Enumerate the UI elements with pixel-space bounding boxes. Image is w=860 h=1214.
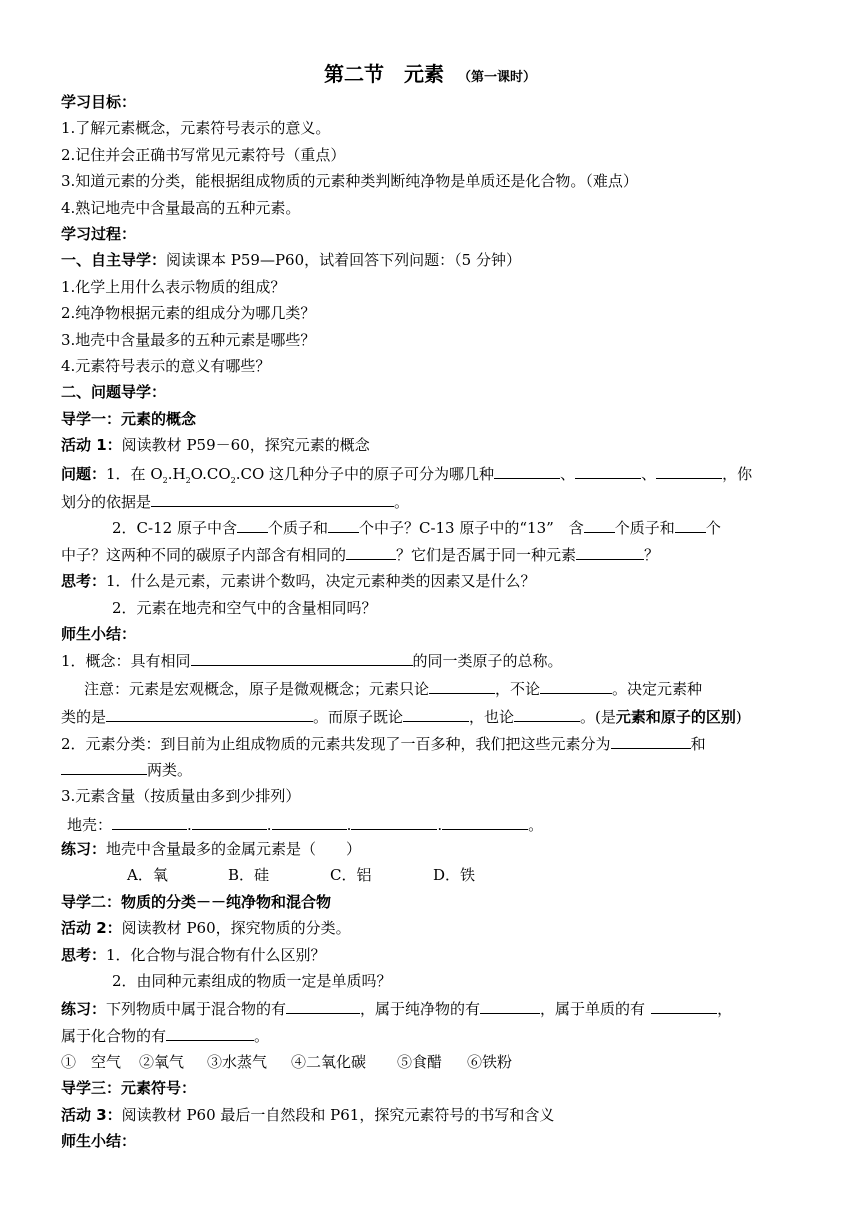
process-heading: 学习过程： bbox=[61, 225, 137, 243]
answer-blank[interactable] bbox=[151, 491, 394, 507]
q1-end: ，你 bbox=[722, 465, 753, 483]
q1-sub-1: 2 bbox=[162, 476, 168, 485]
answer-blank[interactable] bbox=[61, 759, 147, 775]
summary-label-1: 师生小结： bbox=[61, 625, 137, 643]
q1-line2-b: 。 bbox=[394, 493, 410, 511]
think2-2: 2．由同种元素组成的物质一定是单质吗？ bbox=[112, 972, 392, 990]
option-a[interactable]: A．氧 bbox=[127, 866, 168, 884]
option-d[interactable]: D．铁 bbox=[433, 866, 476, 884]
option-b[interactable]: B．硅 bbox=[228, 866, 270, 884]
q1-text-c: O.CO bbox=[190, 465, 231, 483]
practice-1-line bbox=[61, 836, 804, 862]
answer-blank[interactable] bbox=[656, 463, 722, 479]
answer-blank[interactable] bbox=[514, 706, 580, 722]
question-1-line bbox=[61, 461, 804, 487]
q1-line2-a: 划分的依据是 bbox=[61, 493, 152, 511]
title-sub: （第一课时） bbox=[457, 70, 536, 85]
question-2-line bbox=[112, 515, 804, 541]
answer-blank[interactable] bbox=[575, 463, 641, 479]
p-b: ，属于纯净物的有 bbox=[360, 1000, 481, 1018]
p-line2-a: 属于化合物的有 bbox=[61, 1027, 167, 1045]
answer-blank[interactable] bbox=[403, 706, 469, 722]
substance-item: ③水蒸气 bbox=[207, 1053, 268, 1071]
q2-c: 个中子？C-13 原子中的“13” 含 bbox=[358, 519, 584, 537]
s2-b: 和 bbox=[690, 735, 706, 753]
note-line bbox=[84, 676, 804, 702]
answer-blank[interactable] bbox=[651, 998, 717, 1014]
practice-label: 练习： bbox=[61, 840, 107, 858]
answer-blank[interactable] bbox=[328, 517, 359, 533]
dot: . bbox=[437, 816, 443, 834]
p-c: ，属于单质的有 bbox=[540, 1000, 646, 1018]
classification-line-2 bbox=[61, 757, 804, 783]
answer-blank[interactable] bbox=[442, 814, 528, 830]
q2-line2-a: 中子？这两种不同的碳原子内部含有相同的 bbox=[61, 546, 347, 564]
answer-blank[interactable] bbox=[346, 544, 396, 560]
goal-3: 3.知道元素的分类，能根据组成物质的元素种类判断纯净物是单质还是化合物。（难点） bbox=[61, 172, 638, 190]
answer-blank[interactable] bbox=[480, 998, 540, 1014]
answer-blank[interactable] bbox=[272, 814, 347, 830]
summary-label-3: 师生小结： bbox=[61, 1132, 137, 1150]
substance-item: ②氧气 bbox=[139, 1053, 185, 1071]
dot: . bbox=[187, 816, 192, 834]
q2-a: 2．C-12 原子中含 bbox=[112, 519, 237, 537]
answer-blank[interactable] bbox=[611, 733, 691, 749]
answer-blank[interactable] bbox=[112, 814, 187, 830]
substance-item: ⑤食醋 bbox=[397, 1053, 443, 1071]
answer-blank[interactable] bbox=[191, 650, 413, 666]
p-a: 下列物质中属于混合物的有 bbox=[106, 1000, 287, 1018]
answer-blank[interactable] bbox=[106, 706, 313, 722]
substance-item: ④二氧化碳 bbox=[291, 1053, 367, 1071]
q1-text-a: 1．在 O bbox=[106, 465, 163, 483]
note2-b: 。而原子既论 bbox=[313, 708, 404, 726]
substance-item: ① 空气 bbox=[61, 1053, 122, 1071]
question-2-line-2 bbox=[61, 542, 804, 568]
p-d: ， bbox=[717, 1000, 733, 1018]
answer-blank[interactable] bbox=[351, 814, 437, 830]
q1-sep-2: 、 bbox=[641, 465, 657, 483]
note2-c: ，也论 bbox=[469, 708, 515, 726]
guide3-heading: 导学三：元素符号： bbox=[61, 1079, 197, 1097]
guide2-heading: 导学二：物质的分类－－纯净物和混合物 bbox=[61, 893, 332, 911]
q2-e: 个 bbox=[705, 519, 721, 537]
activity3-text: 阅读教材 P60 最后一自然段和 P61，探究元素符号的书写和含义 bbox=[121, 1106, 555, 1124]
think2-1-line bbox=[61, 942, 804, 968]
s1-b: 的同一类原子的总称。 bbox=[412, 652, 563, 670]
note-c: 。决定元素种 bbox=[612, 680, 703, 698]
title-main: 第二节 元素 bbox=[323, 62, 444, 86]
problem-guide-heading: 二、问题导学： bbox=[61, 383, 167, 401]
activity1-line bbox=[61, 432, 804, 458]
crust-label: 地壳： bbox=[67, 816, 113, 834]
practice-2-line bbox=[61, 996, 804, 1022]
practice2-label: 练习： bbox=[61, 1000, 107, 1018]
q2-line2-c: ？ bbox=[644, 546, 660, 564]
dot: . bbox=[346, 816, 352, 834]
think-1: 1．什么是元素，元素讲个数吗，决定元素种类的因素又是什么？ bbox=[106, 572, 536, 590]
period: 。 bbox=[528, 816, 544, 834]
think-label: 思考： bbox=[61, 572, 107, 590]
q1-sep-1: 、 bbox=[560, 465, 576, 483]
answer-blank[interactable] bbox=[192, 814, 267, 830]
q2-line2-b: ？它们是否属于同一种元素 bbox=[396, 546, 577, 564]
answer-blank[interactable] bbox=[166, 1025, 254, 1041]
self-study-line bbox=[61, 247, 804, 273]
s2-line2: 两类。 bbox=[147, 761, 193, 779]
activity1-text: 阅读教材 P59－60，探究元素的概念 bbox=[121, 436, 370, 454]
activity2-label: 活动 2： bbox=[61, 919, 122, 937]
s2-a: 2．元素分类：到目前为止组成物质的元素共发现了一百多种，我们把这些元素分为 bbox=[61, 735, 611, 753]
goal-4: 4.熟记地壳中含量最高的五种元素。 bbox=[61, 199, 301, 217]
answer-blank[interactable] bbox=[429, 678, 495, 694]
practice-1-options bbox=[127, 862, 804, 888]
crust-line bbox=[67, 812, 804, 838]
answer-blank[interactable] bbox=[286, 998, 360, 1014]
page-title bbox=[0, 58, 860, 87]
self-question-1: 1.化学上用什么表示物质的组成？ bbox=[61, 278, 286, 296]
note-line-2 bbox=[61, 704, 804, 730]
guide1-heading: 导学一：元素的概念 bbox=[61, 410, 197, 428]
think2-1: 1．化合物与混合物有什么区别？ bbox=[106, 946, 326, 964]
activity2-text: 阅读教材 P60，探究物质的分类。 bbox=[121, 919, 351, 937]
substance-list bbox=[61, 1049, 804, 1075]
question-label: 问题： bbox=[61, 465, 107, 483]
substance-item: ⑥铁粉 bbox=[467, 1053, 513, 1071]
note2-a: 类的是 bbox=[61, 708, 107, 726]
answer-blank[interactable] bbox=[494, 463, 560, 479]
summary-concept bbox=[61, 648, 804, 674]
self-question-2: 2.纯净物根据元素的组成分为哪几类？ bbox=[61, 304, 316, 322]
note2-d: 。(是 bbox=[580, 708, 616, 726]
goals-heading: 学习目标： bbox=[61, 93, 137, 111]
s1-a: 1．概念：具有相同 bbox=[61, 652, 191, 670]
q1-sub-3: 2 bbox=[230, 476, 236, 485]
self-study-text: 阅读课本 P59—P60，试着回答下列问题：（5 分钟） bbox=[166, 251, 521, 269]
note-b: ，不论 bbox=[495, 680, 541, 698]
self-study-heading: 一、自主导学： bbox=[61, 251, 167, 269]
option-c[interactable]: C．铝 bbox=[330, 866, 372, 884]
self-question-4: 4.元素符号表示的意义有哪些？ bbox=[61, 357, 271, 375]
think-1-line bbox=[61, 568, 804, 594]
self-question-3: 3.地壳中含量最多的五种元素是哪些？ bbox=[61, 331, 316, 349]
q1-text-b: .H bbox=[167, 465, 186, 483]
note2-e: ) bbox=[735, 708, 742, 726]
question-1-line-2 bbox=[61, 489, 804, 515]
answer-blank[interactable] bbox=[584, 517, 615, 533]
note2-bold: 元素和原子的区别 bbox=[615, 708, 736, 726]
q1-sub-2: 2 bbox=[185, 476, 191, 485]
answer-blank[interactable] bbox=[237, 517, 268, 533]
answer-blank[interactable] bbox=[675, 517, 706, 533]
activity1-label: 活动 1： bbox=[61, 436, 122, 454]
content-line: 3.元素含量（按质量由多到少排列） bbox=[61, 787, 301, 805]
practice-text: 地壳中含量最多的金属元素是（ ） bbox=[106, 840, 362, 858]
activity2-line bbox=[61, 915, 804, 941]
practice-2-line-2 bbox=[61, 1023, 804, 1049]
p-line2-b: 。 bbox=[254, 1027, 270, 1045]
goal-2: 2.记住并会正确书写常见元素符号（重点） bbox=[61, 146, 346, 164]
goal-1: 1.了解元素概念，元素符号表示的意义。 bbox=[61, 119, 331, 137]
answer-blank[interactable] bbox=[576, 544, 644, 560]
dot: . bbox=[266, 816, 272, 834]
answer-blank[interactable] bbox=[540, 678, 612, 694]
activity3-label: 活动 3： bbox=[61, 1106, 122, 1124]
q1-text-d: .CO 这几种分子中的原子可分为哪几种 bbox=[235, 465, 495, 483]
think2-label: 思考： bbox=[61, 946, 107, 964]
note-a: 注意：元素是宏观概念，原子是微观概念；元素只论 bbox=[84, 680, 430, 698]
q2-b: 个质子和 bbox=[267, 519, 328, 537]
activity3-line bbox=[61, 1102, 804, 1128]
classification-line bbox=[61, 731, 804, 757]
think-2: 2．元素在地壳和空气中的含量相同吗？ bbox=[112, 599, 377, 617]
q2-d: 个质子和 bbox=[614, 519, 675, 537]
